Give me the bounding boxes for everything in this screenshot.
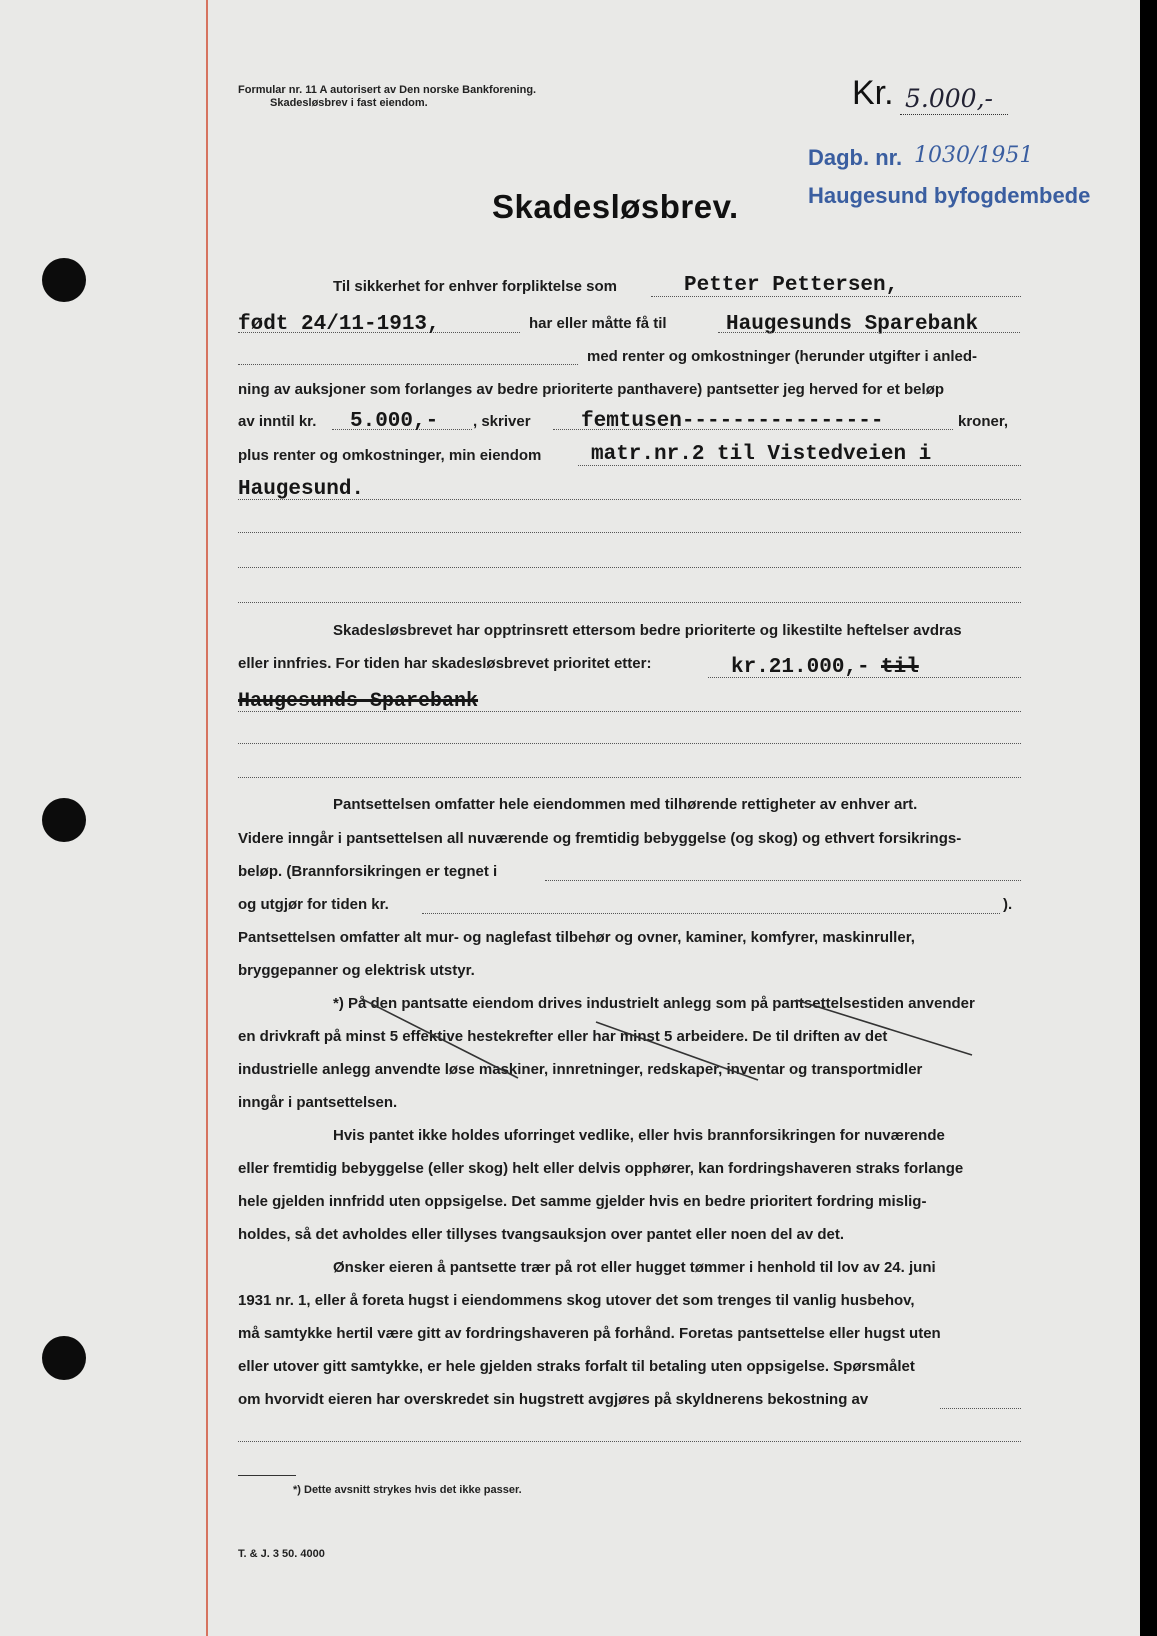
form-id-line1: Formular nr. 11 A autorisert av Den norske Bankforening. <box>238 84 537 96</box>
strike-mark-1 <box>362 999 518 1078</box>
s6-line1: Ønsker eieren å pantsette trær på rot eller hugget tømmer i henhold til lov av 24. juni <box>333 1259 936 1276</box>
property-line-1: matr.nr.2 til Vistedveien i <box>591 443 932 466</box>
priority-struck-creditor: Haugesunds Sparebank <box>238 690 479 713</box>
amount-figure: 5.000,- <box>350 410 439 433</box>
footnote: *) Dette avsnitt strykes hvis det ikke passer. <box>293 1484 522 1496</box>
creditor-name: Haugesunds Sparebank <box>726 313 979 336</box>
print-code: T. & J. 3 50. 4000 <box>238 1548 325 1560</box>
hugstrett-line <box>940 1408 1021 1409</box>
s4-line1: *) På den pantsatte eiendom drives industrielt anlegg som på pantsettelsestiden anvender <box>333 995 975 1012</box>
s2-line2: eller innfries. For tiden har skadesløsbrevet prioritet etter: <box>238 655 652 672</box>
s5-line3: hele gjelden innfridd uten oppsigelse. Det samme gjelder hvis en bedre prioritert fordring mislig- <box>238 1193 927 1210</box>
s1-has-text: har eller måtte få til <box>529 315 667 332</box>
s1-writes: , skriver <box>473 413 531 430</box>
dagb-number: 1030/1951 <box>914 143 1034 168</box>
s3-line3: beløp. (Brannforsikringen er tegnet i <box>238 863 498 880</box>
priority-amount: kr.21.000,- <box>731 656 870 679</box>
strike-mark-3 <box>796 1000 972 1055</box>
document-title: Skadesløsbrev. <box>492 188 739 225</box>
s1-line3: med renter og omkostninger (herunder utgifter i anled- <box>587 348 978 365</box>
debtor-born: født 24/11-1913, <box>238 313 440 336</box>
s4-line4: inngår i pantsettelsen. <box>238 1094 398 1111</box>
s6-line5: om hvorvidt eieren har overskredet sin hugstrett avgjøres på skyldnerens bekostning av <box>238 1391 869 1408</box>
s1-intro: Til sikkerhet for enhver forpliktelse som <box>333 278 617 295</box>
property-line-2: Haugesund. <box>238 478 365 501</box>
s3-line5: Pantsettelsen omfatter alt mur- og naglefast tilbehør og ovner, kaminer, komfyrer, maskinruller, <box>238 929 915 946</box>
s5-line2: eller fremtidig bebyggelse (eller skog) helt eller delvis opphører, kan fordringshaveren straks forlange <box>238 1160 964 1177</box>
s1-line4: ning av auksjoner som forlanges av bedre prioriterte panthavere) pantsetter jeg herved for et beløp <box>238 381 945 398</box>
s2-line1: Skadesløsbrevet har opptrinsrett ettersom bedre prioriterte og likestilte heftelser avdras <box>333 622 962 639</box>
priority-struck-word: til <box>881 656 919 679</box>
amount-words: femtusen---------------- <box>581 410 884 433</box>
strike-mark-2 <box>596 1022 758 1080</box>
footnote-rule <box>238 1475 296 1476</box>
s3-line6: bryggepanner og elektrisk utstyr. <box>238 962 475 979</box>
s1-property-intro: plus renter og omkostninger, min eiendom <box>238 447 542 464</box>
s6-line3: må samtykke hertil være gitt av fordringshaveren på forhånd. Foretas pantsettelse eller hugst uten <box>238 1325 941 1342</box>
s6-line2: 1931 nr. 1, eller å foreta hugst i eiendommens skog utover det som trenges til vanlig husbehov, <box>238 1292 915 1309</box>
s3-closing-paren: ). <box>1003 896 1013 913</box>
s1-kroner: kroner, <box>958 413 1009 430</box>
dagb-label: Dagb. nr. <box>808 145 903 170</box>
s5-line4: holdes, så det avholdes eller tillyses tvangsauksjon over pantet eller noen del av det. <box>238 1226 845 1243</box>
s3-line4: og utgjør for tiden kr. <box>238 896 389 913</box>
kr-label: Kr. <box>852 74 894 112</box>
kr-amount: 5.000,- <box>905 84 993 113</box>
s4-line3: industrielle anlegg anvendte løse maskiner, innretninger, redskaper, inventar og transportmidler <box>238 1061 923 1078</box>
s3-line1: Pantsettelsen omfatter hele eiendommen med tilhørende rettigheter av enhver art. <box>333 796 918 813</box>
debtor-name: Petter Pettersen, <box>684 274 899 297</box>
hugstrett-line-2 <box>238 1441 1021 1442</box>
s5-line1: Hvis pantet ikke holdes uforringet vedlike, eller hvis brannforsikringen for nuværende <box>333 1127 945 1144</box>
form-id-line2: Skadesløsbrev i fast eiendom. <box>270 97 428 109</box>
s1-up-to: av inntil kr. <box>238 413 317 430</box>
s4-line2: en drivkraft på minst 5 effektive hestekrefter eller har minst 5 arbeidere. De til driften av det <box>238 1028 888 1045</box>
office-stamp: Haugesund byfogdembede <box>808 183 1091 208</box>
s6-line4: eller utover gitt samtykke, er hele gjelden straks forfalt til betaling uten oppsigelse. Spørsmålet <box>238 1358 915 1375</box>
s3-line2: Videre inngår i pantsettelsen all nuværende og fremtidig bebyggelse (og skog) og ethvert forsikrings- <box>238 830 962 847</box>
